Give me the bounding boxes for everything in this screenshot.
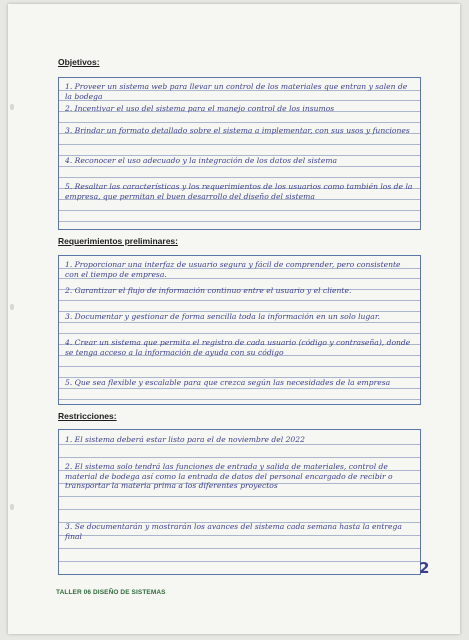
requerimiento-item: 3. Documentar y gestionar de forma sencilla toda la información en un solo lugar. [65,312,381,321]
objetivos-heading: Objetivos: [58,57,100,67]
objetivo-item: 2. Incentivar el uso del sistema para el manejo control de los insumos [65,104,335,113]
restriccion-item: 2. El sistema solo tendrá las funciones de entrada y salida de materiales, control de material de bodega así como la entrada de datos del personal encargado de recibir o transportar la materia prima a los diferentes proyectos [65,462,393,491]
requerimiento-item: 5. Que sea flexible y escalable para que crezca según las necesidades de la empresa [65,378,391,387]
objetivo-item: 4. Reconocer el uso adecuado y la integración de los datos del sistema [65,156,338,165]
objetivo-item: 1. Proveer un sistema web para llevar un control de los materiales que entran y salen de la bodega [65,82,408,101]
restricciones-heading: Restricciones: [58,411,117,421]
requerimiento-item: 2. Garantizar el flujo de información continuo entre el usuario y el cliente. [65,286,352,295]
binder-hole [10,504,14,510]
restricciones-box [58,429,421,575]
objetivos-box [58,77,421,230]
restriccion-item: 1. El sistema deberá estar listo para el de noviembre del 2022 [65,435,305,444]
objetivo-item: 3. Brindar un formato detallado sobre el sistema a implementar, con sus usos y funciones [65,126,410,135]
objetivo-item: 5. Resaltar las características y los requerimientos de los usuarios como también los de la empresa, que permitan el buen desarrollo del diseño del sistema [65,182,413,201]
document-page [8,4,460,634]
requerimiento-item: 4. Crear un sistema que permita el registro de cada usuario (código y contraseña), donde se tenga acceso a la información de ayuda con su código [65,338,411,357]
requerimientos-box [58,255,421,405]
footer-title: TALLER 06 DISEÑO DE SISTEMAS [56,589,166,596]
requerimiento-item: 1. Proporcionar una interfaz de usuario segura y fácil de comprender, pero consistente con el tiempo de empresa. [65,260,401,279]
binder-hole [10,304,14,310]
requerimientos-heading: Requerimientos preliminares: [58,236,178,246]
restriccion-item: 3. Se documentarán y mostrarán los avances del sistema cada semana hasta la entrega final [65,522,402,541]
page-number: 2 [419,559,430,577]
binder-hole [10,104,14,110]
